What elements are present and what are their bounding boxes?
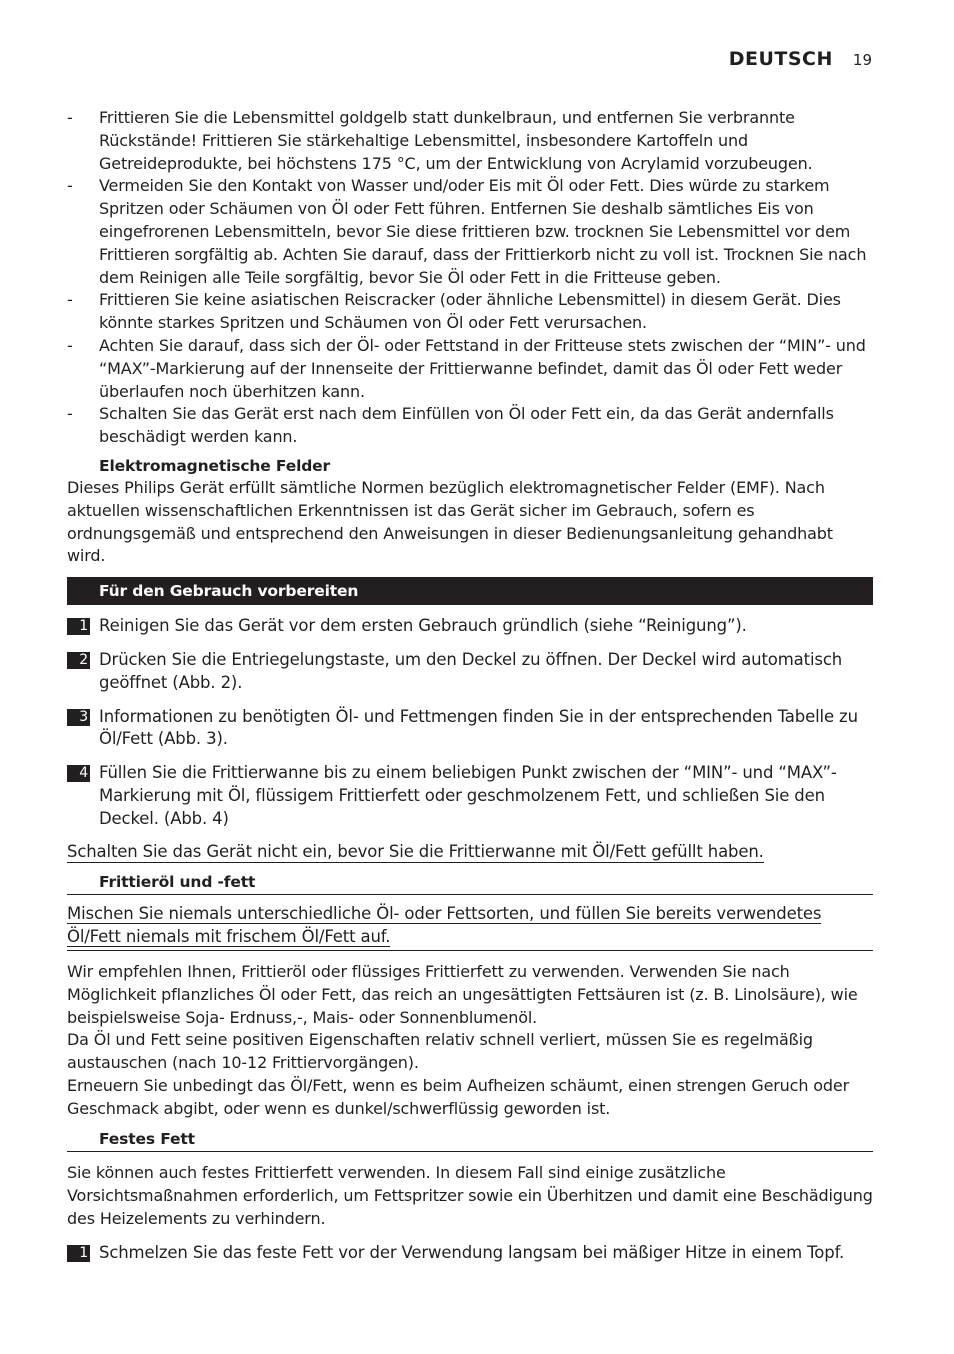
emf-paragraph: Dieses Philips Gerät erfüllt sämtliche Normen bezüglich elektromagnetischer Felder (EMF). Nach aktuellen wissenschaftlichen Erkenntnissen ist das Gerät sicher im Gebrauch, sofern es ordnungsgemäß und entsprechend den Anweisungen in dieser Bedienungsanleitung gehandhabt wird. (67, 477, 833, 566)
step-number: 1 (67, 1245, 90, 1262)
bullet-dash: - (67, 290, 73, 310)
step-text: Informationen zu benötigten Öl- und Fettmengen finden Sie in der entsprechenden Tabelle zu Öl/Fett (Abb. 3). (99, 706, 858, 749)
bullet-item (67, 289, 873, 335)
bullet-dash: - (67, 108, 73, 127)
step-item (67, 706, 873, 752)
emf-heading: Elektromagnetische Felder (99, 456, 331, 475)
bullet-item (67, 335, 873, 403)
page-content (67, 107, 873, 1265)
step-item (67, 649, 873, 695)
oil-paragraph: Erneuern Sie unbedingt das Öl/Fett, wenn es beim Aufheizen schäumt, einen strengen Geruch oder Geschmack abgibt, oder wenn es dunkel/schwerflüssig geworden ist. (67, 1075, 850, 1118)
step-text: Drücken Sie die Entriegelungstaste, um den Deckel zu öffnen. Der Deckel wird automatisch geöffnet (Abb. 2). (99, 649, 843, 692)
language-label: DEUTSCH (728, 48, 833, 70)
prepare-section-heading: Für den Gebrauch vorbereiten (67, 577, 873, 605)
oil-paragraph: Da Öl und Fett seine positiven Eigenschaften relativ schnell verliert, müssen Sie es regelmäßig austauschen (nach 10-12 Frittiervorgängen). (67, 1030, 813, 1073)
solid-fat-paragraph: Sie können auch festes Frittierfett verwenden. In diesem Fall sind einige zusätzliche Vorsichtsmaßnahmen erforderlich, um Fettspritzer sowie ein Überhitzen und damit eine Beschädigung des Heizelements zu verhindern. (67, 1163, 873, 1229)
bullet-text: Schalten Sie das Gerät erst nach dem Einfüllen von Öl oder Fett ein, da das Gerät andernfalls beschädigt werden kann. (99, 404, 834, 447)
step-item (67, 1242, 873, 1265)
step-text: Füllen Sie die Frittierwanne bis zu einem beliebigen Punkt zwischen der “MIN”- und “MAX”-Markierung mit Öl, flüssigem Frittierfett oder geschmolzenem Fett, und schließen Sie den Deckel. (Abb. 4) (99, 763, 837, 828)
prepare-warning (67, 841, 873, 864)
bullet-dash: - (67, 404, 73, 424)
bullet-dash: - (67, 335, 73, 355)
step-item (67, 762, 873, 830)
step-number: 3 (67, 709, 90, 726)
step-text: Reinigen Sie das Gerät vor dem ersten Gebrauch gründlich (siehe “Reinigung”). (99, 616, 747, 636)
bullet-text: Achten Sie darauf, dass sich der Öl- oder Fettstand in der Fritteuse stets zwischen der “MIN”- und “MAX”-Markierung auf der Innenseite der Frittierwanne befindet, damit das Öl oder Fett weder überlaufen noch überhitzen kann. (99, 335, 866, 401)
step-text: Schmelzen Sie das feste Fett vor der Verwendung langsam bei mäßiger Hitze in einem Topf. (99, 1242, 845, 1262)
bullet-item (67, 403, 873, 449)
bullet-item (67, 107, 873, 175)
page-header (729, 48, 872, 70)
step-item (67, 615, 873, 638)
bullet-item (67, 175, 873, 289)
bullet-text: Frittieren Sie die Lebensmittel goldgelb statt dunkelbraun, und entfernen Sie verbrannte Rückstände! Frittieren Sie stärkehaltige Lebensmittel, insbesondere Kartoffeln und Getreideprodukte, bei höchstens 175 °C, um der Entwicklung von Acrylamid vorzubeugen. (99, 108, 813, 173)
solid-fat-heading: Festes Fett (67, 1128, 873, 1152)
oil-warning (67, 903, 873, 951)
step-number: 2 (67, 652, 90, 669)
oil-heading: Frittieröl und -fett (67, 871, 873, 895)
prepare-warning-text: Schalten Sie das Gerät nicht ein, bevor Sie die Frittierwanne mit Öl/Fett gefüllt haben. (67, 841, 764, 861)
oil-warning-text: Mischen Sie niemals unterschiedliche Öl- oder Fettsorten, und füllen Sie bereits verwendetes Öl/Fett niemals mit frischem Öl/Fett auf. (67, 904, 822, 947)
page-number: 19 (852, 51, 872, 69)
bullet-text: Frittieren Sie keine asiatischen Reiscracker (oder ähnliche Lebensmittel) in diesem Gerät. Dies könnte starkes Spritzen und Schäumen von Öl oder Fett verursachen. (99, 290, 841, 333)
bullet-text: Vermeiden Sie den Kontakt von Wasser und/oder Eis mit Öl oder Fett. Dies würde zu starkem Spritzen oder Schäumen von Öl oder Fett führen. Entfernen Sie deshalb sämtliches Eis von eingefrorenen Lebensmitteln, bevor Sie diese frittieren bzw. trocknen Sie Lebensmittel vor dem Frittieren sorgfältig ab. Achten Sie darauf, dass der Frittierkorb nicht zu voll ist. Trocknen Sie nach dem Reinigen alle Teile sorgfältig, bevor Sie Öl oder Fett in die Fritteuse geben. (99, 176, 867, 287)
bullet-dash: - (67, 176, 73, 196)
step-number: 1 (67, 618, 90, 635)
step-number: 4 (67, 765, 90, 782)
oil-paragraph: Wir empfehlen Ihnen, Frittieröl oder flüssiges Frittierfett zu verwenden. Verwenden Sie nach Möglichkeit pflanzliches Öl oder Fett, das reich an ungesättigten Fettsäuren ist (z. B. Linolsäure), wie beispielsweise Soja- Erdnuss,-, Mais- oder Sonnenblumenöl. (67, 961, 858, 1027)
